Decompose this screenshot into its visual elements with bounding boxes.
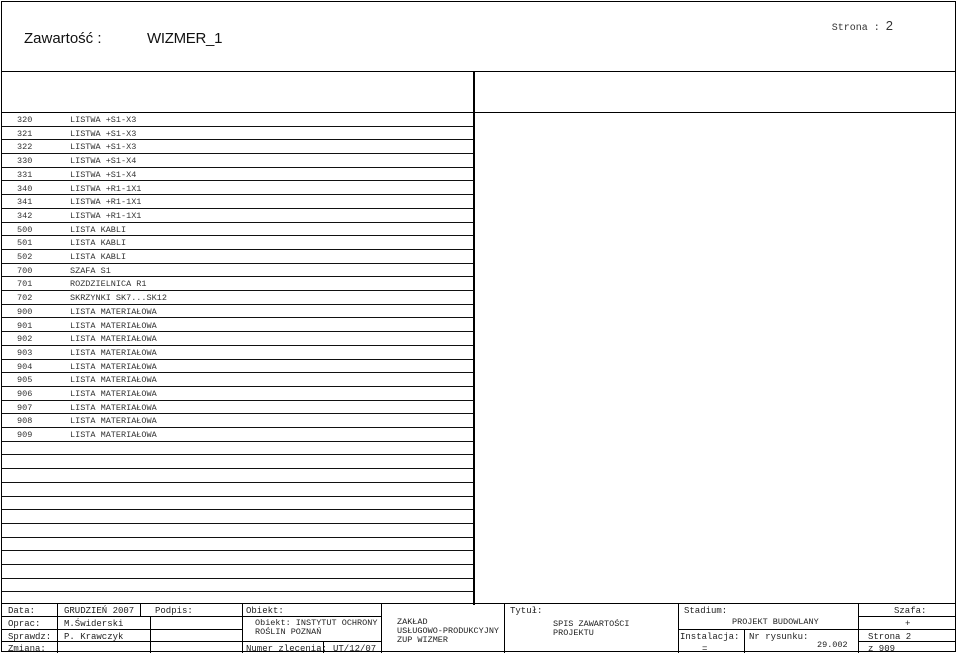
- obiekt-value-line2: ROŚLIN POZNAŃ: [255, 627, 322, 637]
- listing-column-divider: [473, 71, 475, 605]
- table-row: [2, 551, 473, 565]
- table-row: [2, 456, 473, 470]
- podpis-label: Podpis:: [155, 606, 193, 616]
- row-number: 908: [17, 416, 33, 427]
- page-label: Strona :: [831, 23, 880, 34]
- row-number: 331: [17, 169, 33, 180]
- row-number: 902: [17, 334, 33, 345]
- table-row: [2, 373, 473, 387]
- row-number: 907: [17, 402, 33, 413]
- drawing-sheet: [1, 1, 956, 652]
- row-number: 341: [17, 197, 33, 208]
- document-name: WIZMER_1: [147, 30, 223, 47]
- row-description: LISTA KABLI: [70, 252, 127, 262]
- stadium-label: Stadium:: [684, 606, 728, 616]
- table-row: [2, 209, 473, 223]
- page-number: 2: [885, 18, 893, 33]
- contents-title: Zawartość :: [24, 30, 102, 47]
- title-block: [2, 603, 955, 653]
- row-description: LISTWA +S1-X3: [70, 115, 137, 125]
- table-row: [2, 387, 473, 401]
- row-description: LISTWA +S1-X4: [70, 156, 137, 167]
- table-row: [2, 524, 473, 538]
- row-number: 501: [17, 238, 33, 249]
- obiekt-value-line1: Obiekt: INSTYTUT OCHRONY: [255, 618, 378, 628]
- row-number: 909: [17, 430, 33, 441]
- row-number: 900: [17, 306, 33, 317]
- row-description: LISTWA +R1-1X1: [70, 183, 142, 194]
- nr-rysunku-label: Nr rysunku:: [749, 632, 809, 642]
- row-number: 342: [17, 210, 33, 221]
- data-label: Data:: [8, 606, 36, 616]
- table-row: [2, 442, 473, 456]
- row-number: 322: [17, 142, 33, 153]
- header-spacer-band: [2, 71, 955, 113]
- row-description: LISTWA +S1-X3: [70, 142, 137, 153]
- strona-value: Strona 2: [868, 632, 912, 642]
- row-number: 903: [17, 347, 33, 358]
- zaklad-line2: USŁUGOWO-PRODUKCYJNY: [397, 626, 500, 636]
- zaklad-line3: ZUP WIZMER: [397, 635, 449, 645]
- sheet-header: [2, 2, 955, 72]
- tytul-label: Tytuł:: [510, 606, 543, 616]
- row-number: 502: [17, 252, 33, 262]
- row-description: LISTWA +S1-X3: [70, 128, 137, 139]
- table-row: [2, 497, 473, 511]
- table-row: [2, 168, 473, 182]
- page-indicator: [832, 18, 893, 34]
- row-description: LISTA KABLI: [70, 224, 127, 235]
- table-row: [2, 113, 473, 127]
- row-description: LISTA MATERIAŁOWA: [70, 430, 157, 441]
- row-description: LISTA MATERIAŁOWA: [70, 306, 157, 317]
- table-row: [2, 277, 473, 291]
- szafa-label: Szafa:: [894, 606, 927, 616]
- table-row: [2, 264, 473, 278]
- table-row: [2, 401, 473, 415]
- table-row: [2, 154, 473, 168]
- row-description: LISTA KABLI: [70, 238, 127, 249]
- row-description: LISTA MATERIAŁOWA: [70, 334, 157, 345]
- zmiana-label: Zmiana:: [8, 644, 46, 654]
- table-row: [2, 250, 473, 264]
- table-row: [2, 510, 473, 524]
- szafa-value: +: [905, 619, 911, 629]
- row-number: 904: [17, 361, 33, 372]
- row-number: 901: [17, 320, 33, 331]
- nr-rysunku-value: 29.002: [817, 640, 848, 650]
- obiekt-label: Obiekt:: [246, 606, 284, 616]
- table-row: [2, 346, 473, 360]
- sprawdz-value: P. Krawczyk: [64, 632, 124, 642]
- table-row: [2, 236, 473, 250]
- table-row: [2, 223, 473, 237]
- zaklad-line1: ZAKŁAD: [397, 617, 428, 627]
- table-row: [2, 332, 473, 346]
- row-description: ROZDZIELNICA R1: [70, 279, 147, 290]
- row-description: LISTWA +R1-1X1: [70, 210, 142, 221]
- row-number: 500: [17, 224, 33, 235]
- table-row: [2, 565, 473, 579]
- table-row: [2, 469, 473, 483]
- table-row: [2, 182, 473, 196]
- tytul-line1: SPIS ZAWARTOŚCI: [553, 619, 630, 629]
- row-description: LISTWA +R1-1X1: [70, 197, 142, 208]
- tytul-line2: PROJEKTU: [553, 628, 594, 638]
- numer-zlecenia-value: UT/12/07: [333, 644, 377, 654]
- z-value: z 909: [868, 644, 896, 654]
- row-description: LISTA MATERIAŁOWA: [70, 375, 157, 386]
- table-row: [2, 483, 473, 497]
- instalacja-value: =: [702, 644, 708, 654]
- row-number: 340: [17, 183, 33, 194]
- oprac-value: M.Świderski: [64, 619, 124, 629]
- row-number: 701: [17, 279, 33, 290]
- row-description: LISTA MATERIAŁOWA: [70, 402, 157, 413]
- table-row: [2, 360, 473, 374]
- data-value: GRUDZIEŃ 2007: [64, 606, 135, 616]
- row-number: 330: [17, 156, 33, 167]
- numer-zlecenia-label: Numer zlecenia:: [246, 644, 328, 654]
- instalacja-label: Instalacja:: [680, 632, 740, 642]
- row-number: 321: [17, 128, 33, 139]
- table-row: [2, 140, 473, 154]
- row-description: LISTA MATERIAŁOWA: [70, 389, 157, 399]
- table-row: [2, 305, 473, 319]
- table-row: [2, 428, 473, 442]
- row-description: LISTA MATERIAŁOWA: [70, 347, 157, 358]
- table-row: [2, 319, 473, 333]
- sprawdz-label: Sprawdz:: [8, 632, 52, 642]
- table-row: [2, 195, 473, 209]
- row-description: LISTA MATERIAŁOWA: [70, 320, 157, 331]
- row-number: 702: [17, 293, 33, 304]
- row-description: LISTWA +S1-X4: [70, 169, 137, 180]
- row-number: 905: [17, 375, 33, 386]
- table-row: [2, 127, 473, 141]
- stadium-value: PROJEKT BUDOWLANY: [732, 617, 819, 627]
- table-row: [2, 538, 473, 552]
- row-description: SKRZYNKI SK7...SK12: [70, 293, 167, 304]
- oprac-label: Oprac:: [8, 619, 41, 629]
- row-number: 700: [17, 265, 33, 276]
- table-row: [2, 414, 473, 428]
- table-row: [2, 291, 473, 305]
- row-number: 320: [17, 115, 33, 125]
- row-description: LISTA MATERIAŁOWA: [70, 416, 157, 427]
- row-description: LISTA MATERIAŁOWA: [70, 361, 157, 372]
- row-description: SZAFA S1: [70, 265, 111, 276]
- row-number: 906: [17, 389, 33, 399]
- table-row: [2, 579, 473, 593]
